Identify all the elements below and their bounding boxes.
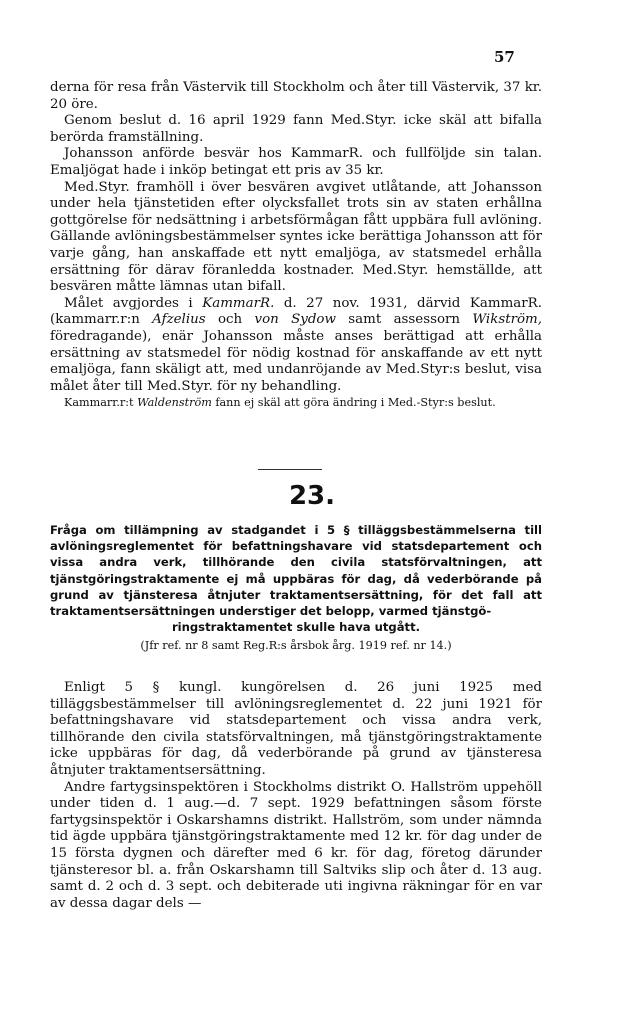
section-divider	[258, 469, 322, 470]
section-heading	[50, 522, 542, 635]
paragraph: Andre fartygsinspektören i Stockholms distrikt O. Hallström uppehöll under tiden d. 1 aug.—d. 7 sept. 1929 befattningen såsom förste fartygsinspektör i Oskarshamns distrikt. Hallström, som under nämnda tid ägde uppbära tjänstgöringstraktamente med 12 kr. för dag under de 15 första dygnen och därefter med 6 kr. för dag, företog därunder tjänsteresor bl. a. från Oskarshamn till Saltviks slip och åter d. 13 aug. samt d. 2 och d. 3 sept. och debiterade uti ingivna räkningar för en var av dessa dagar dels —	[50, 779, 542, 911]
verdict-text: samt assessorn	[335, 312, 473, 328]
section-heading-text: Fråga om tillämpning av stadgandet i 5 § tilläggsbestämmelserna till avlöningsreglementet för befattningshavare vid statsdepartement och vissa andra verk, tillhörande den civila statsförvaltningen, att tjänstgöringstraktamente ej må uppbäras för dag, då vederbörande på grund av tjänsteresa åtnjuter traktamentsersättning, för det fall att traktamentsersättningen understiger det belopp, varmed tjänstgö-	[50, 523, 542, 619]
section-reference: (Jfr ref. nr 8 samt Reg.R:s årsbok årg. 1919 ref. nr 14.)	[140, 639, 452, 653]
section-heading-block	[50, 522, 542, 653]
bottom-text-block	[50, 680, 542, 912]
verdict-text: och	[205, 312, 255, 328]
dissent-text: Kammarr.r:t	[64, 396, 138, 410]
verdict-text: d. 27 nov. 1931, därvid KammarR. (kammarr.r:n	[50, 295, 542, 328]
paragraph: Johansson anförde besvär hos KammarR. och fullföljde sin talan. Emaljögat hade i inköp betingat ett pris av 35 kr.	[50, 146, 542, 178]
page-number: 57	[494, 48, 515, 66]
verdict-text: föredragande), enär Johansson måste anses berättigad att erhålla ersättning av statsmedel för nödig kostnad för anskaffande av ett nytt emaljöga, fann skäligt att, med undanröjande av Med.Styr:s beslut, visa målet åter till Med.Styr. för ny behandling.	[50, 328, 542, 394]
judge-name: Afzelius	[152, 312, 206, 328]
paragraph: Enligt 5 § kungl. kungörelsen d. 26 juni 1925 med tilläggsbestämmelser till avlöningsreglementet d. 22 juni 1921 för befattningshavare vid statsdepartement och vissa andra verk, tillhörande den civila statsförvaltningen, må tjänstgöringstraktamente icke uppbäras för dag, då vederbörande på grund av tjänsteresa åtnjuter traktamentsersättning.	[50, 680, 542, 778]
dissent-name: Waldenström	[137, 396, 212, 410]
verdict-text: Målet avgjordes i	[64, 295, 203, 311]
section-heading-last-line: ringstraktamentet skulle hava utgått.	[171, 620, 421, 635]
judge-name: von Sydow	[254, 312, 336, 328]
dissent-text: fann ej skäl att göra ändring i Med.-Styr:s beslut.	[211, 396, 496, 410]
top-text-block	[50, 80, 542, 411]
paragraph: derna för resa från Västervik till Stockholm och åter till Västervik, 37 kr. 20 öre.	[50, 80, 542, 112]
paragraph: Genom beslut d. 16 april 1929 fann Med.Styr. icke skäl att bifalla berörda framställning.	[50, 113, 542, 145]
dissent-note	[50, 395, 542, 410]
verdict-paragraph	[50, 296, 542, 396]
section-number: 23.	[288, 481, 336, 511]
paragraph: Med.Styr. framhöll i över besvären avgivet utlåtande, att Johansson under hela tjänstetiden efter olycksfallet trots sin av staten erhållna gottgörelse för nedsättning i arbetsförmågan fått uppbära full avlöning. Gällande avlöningsbestämmelser syntes icke berättiga Johansson att för varje gång, han anskaffade ett nytt emaljöga, av statsmedel erhålla ersättning för därav föranledda kostnader. Med.Styr. hemställde, att besvären måtte lämnas utan bifall.	[50, 179, 542, 295]
verdict-court: KammarR.	[202, 295, 275, 311]
assessor-name: Wikström,	[472, 312, 543, 328]
